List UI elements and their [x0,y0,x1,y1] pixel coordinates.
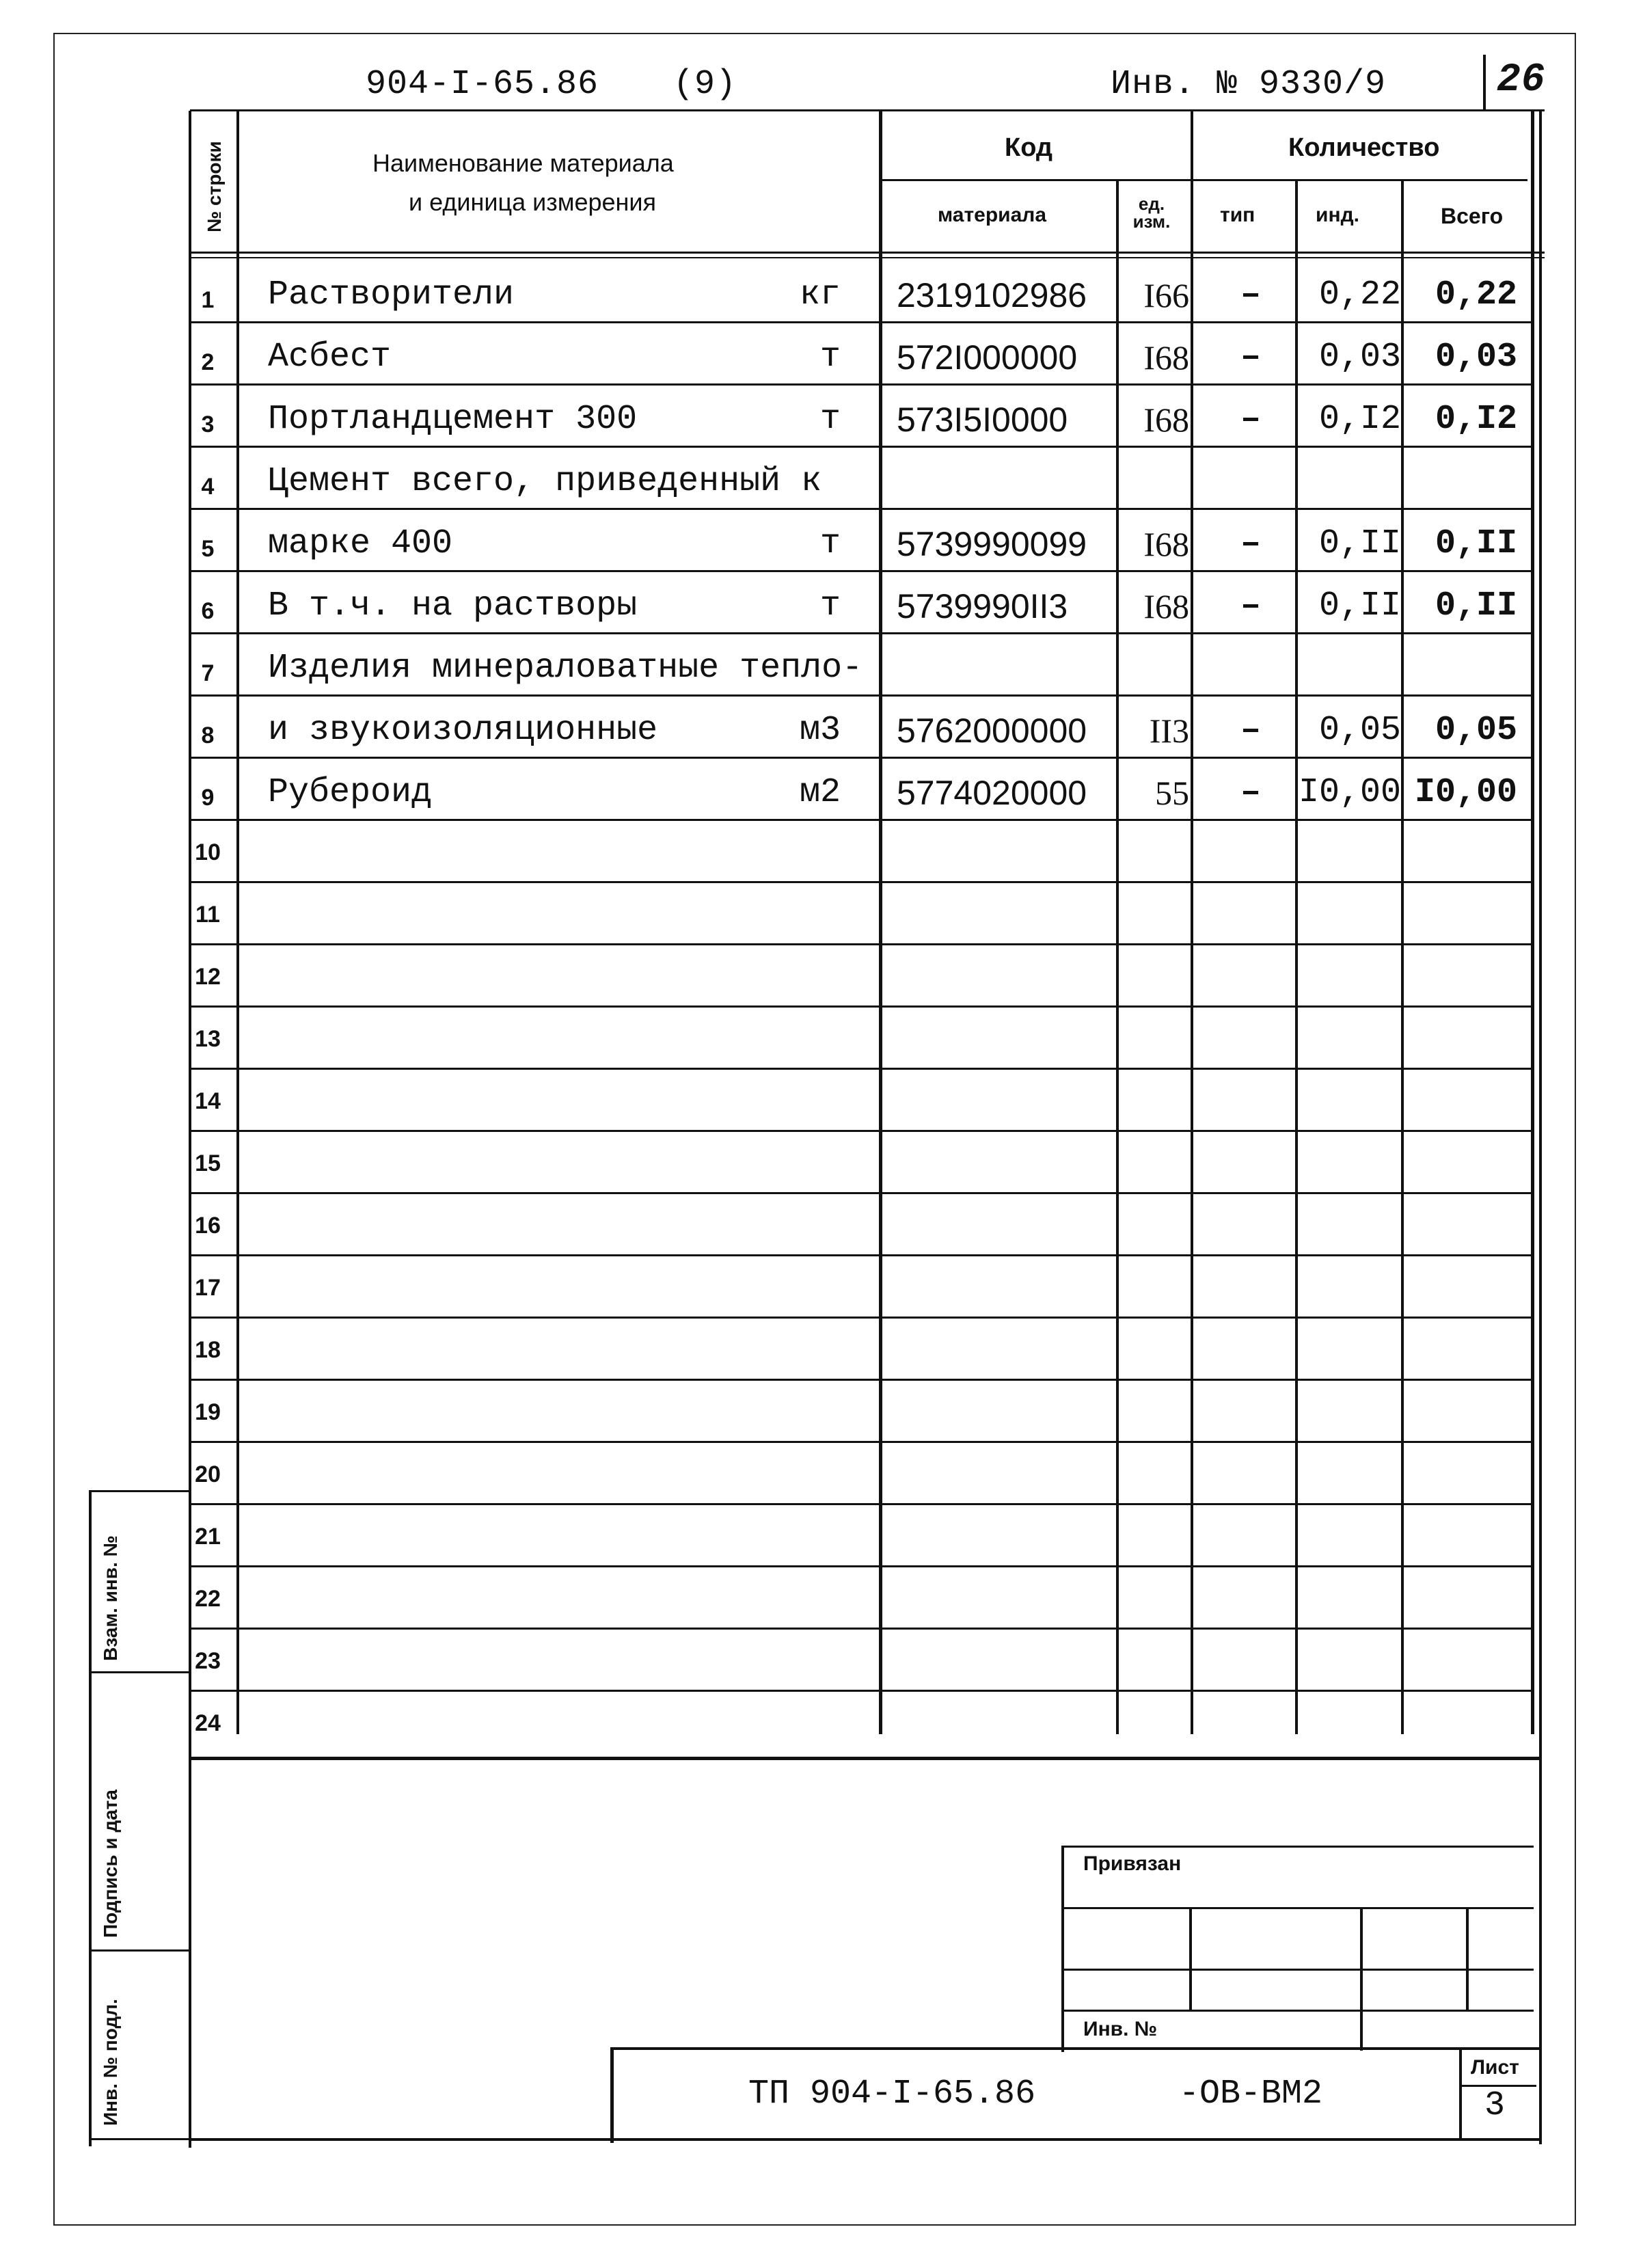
qty-ind: I0,00 [1299,773,1402,812]
row-divider [190,446,1532,448]
row-number: 12 [195,964,221,990]
title-block-v1 [1189,1907,1192,2010]
stamp-doc-code: ТП 904-I-65.86 [748,2075,1036,2114]
title-block-top [1063,1846,1534,1848]
unit-code: I66 [1143,276,1189,314]
qty-total: 0,05 [1435,711,1517,750]
stamp-left [610,2047,614,2143]
row-divider [190,943,1532,945]
unit-code: I68 [1143,525,1189,563]
grid-v-unitcode [1116,179,1119,1734]
qty-type: – [1240,275,1261,314]
qty-type: – [1240,773,1261,812]
row-number: 21 [195,1524,221,1550]
qty-ind-header: инд. [1316,204,1359,226]
unit-code: II3 [1149,712,1189,750]
row-divider [190,321,1532,323]
stamp-top [612,2047,1539,2050]
title-block-line3 [1063,2010,1534,2012]
row-divider [190,1068,1532,1070]
material-code: 572I000000 [897,338,1078,377]
row-divider [190,1379,1532,1381]
qty-type-header: тип [1220,204,1255,226]
row-divider [190,1317,1532,1319]
row-number: 14 [195,1088,221,1114]
side-stamp-vzam: Взам. инв. № [100,1535,121,1661]
row-divider [190,1628,1532,1630]
list-number: 3 [1484,2086,1506,2125]
grid-v-rownum [236,111,239,1734]
material-name: Рубероид [268,773,433,812]
title-block-v3 [1466,1907,1469,2010]
qty-ind: 0,05 [1318,711,1401,750]
qty-ind: 0,03 [1318,338,1401,377]
qty-type: – [1240,400,1261,439]
material-unit: т [819,586,841,625]
qty-total: 0,03 [1435,338,1517,377]
qty-type: – [1240,338,1261,377]
code-unit-header: ед. изм. [1132,193,1171,232]
row-number: 10 [195,839,221,865]
row-number: 2 [201,349,215,375]
row-number: 9 [201,785,215,811]
title-block-left [1061,1846,1064,2052]
title-block-line2 [1063,1969,1534,1971]
row-divider [190,508,1532,510]
material-code: 573I5I0000 [897,401,1068,439]
material-unit: т [819,400,841,439]
sheet-handwritten: 26 [1497,58,1546,103]
side-stamp-top [89,1490,190,1492]
material-name: Изделия минераловатные тепло- [268,649,863,688]
header-bottom-line [190,252,1545,254]
row-divider [190,694,1532,697]
row-number: 13 [195,1026,221,1052]
inventory-label: Инв. № 9330/9 [1111,65,1387,104]
material-name: марке 400 [268,524,453,563]
row-divider [190,570,1532,572]
qty-total: I0,00 [1414,773,1517,812]
row-divider [190,1254,1532,1256]
row-number: 19 [195,1399,221,1425]
row-number: 18 [195,1337,221,1363]
row-number: 24 [195,1710,221,1736]
row-number: 6 [201,598,215,624]
qty-total: 0,22 [1435,275,1517,314]
row-number: 3 [201,411,215,437]
material-code: 5739990II3 [897,587,1068,625]
row-divider [190,1005,1532,1008]
qty-total-header: Всего [1441,204,1504,228]
side-stamp-bottom [89,2138,190,2140]
stamp-bottom [190,2138,1540,2141]
qty-total: 0,II [1435,586,1517,625]
row-number: 17 [195,1275,221,1301]
row-divider [190,383,1532,386]
material-unit: м2 [799,773,841,812]
material-unit: м3 [799,711,841,750]
row-number: 23 [195,1648,221,1674]
row-divider [190,1441,1532,1443]
side-stamp-div1 [89,1671,190,1673]
qty-ind: 0,II [1318,586,1401,625]
row-divider [190,757,1532,759]
row-divider [190,1130,1532,1132]
doc-code: 904-I-65.86 [366,65,599,104]
qty-total: 0,I2 [1435,400,1517,439]
row-divider [190,1690,1532,1692]
qty-type: – [1240,524,1261,563]
code-header: Код [1005,133,1053,162]
qty-type: – [1240,586,1261,625]
row-number: 5 [201,536,215,562]
grid-v-code [879,111,882,1734]
row-number: 11 [195,902,220,928]
header-underline [190,109,1545,111]
row-number: 15 [195,1150,221,1176]
material-name: Растворители [268,275,515,314]
quantity-header: Количество [1288,133,1440,162]
material-name: Портландцемент 300 [268,400,638,439]
row-number: 20 [195,1461,221,1487]
qty-total: 0,II [1435,524,1517,563]
privyazan-label: Привязан [1083,1852,1182,1875]
side-stamp-div2 [89,1949,190,1952]
stamp-doc-suffix: -ОВ-ВМ2 [1179,2075,1323,2114]
code-material-header: материала [938,204,1047,226]
row-number: 22 [195,1586,221,1612]
grid-v-type [1191,111,1193,1734]
list-label: Лист [1471,2056,1519,2079]
name-header-line1: Наименование материала [372,149,674,177]
qty-ind: 0,22 [1318,275,1401,314]
qty-ind: 0,II [1318,524,1401,563]
name-header-line2: и единица измерения [409,188,657,216]
row-divider [190,632,1532,634]
title-block-line1 [1063,1907,1534,1909]
side-stamp-podpis: Подпись и дата [100,1790,121,1938]
table-top-line [190,257,1545,258]
qty-ind: 0,I2 [1318,400,1401,439]
material-unit: т [819,524,841,563]
inv-no-label: Инв. № [1083,2018,1158,2040]
grid-v-page-right [1539,111,1542,2144]
row-number-header: № строки [204,141,225,232]
doc-part: (9) [673,65,737,104]
row-number: 16 [195,1213,221,1239]
unit-code: I68 [1143,338,1189,377]
side-stamp-inv-podl: Инв. № подл. [100,1999,121,2126]
unit-code: 55 [1155,774,1189,812]
table-bottom-line [190,1757,1540,1760]
material-code: 5762000000 [897,712,1087,750]
title-block-v2 [1360,1907,1363,2051]
row-number: 7 [201,660,215,686]
side-stamp-left [89,1490,92,2146]
material-name: и звукоизоляционные [268,711,658,750]
row-number: 4 [201,474,215,500]
qty-type: – [1240,711,1261,750]
header-sheet-divider [1483,55,1486,111]
material-unit: т [819,338,841,377]
row-number: 1 [201,287,215,313]
grid-v-total [1401,179,1404,1734]
material-code: 5774020000 [897,774,1087,812]
material-name: Цемент всего, приведенный к [268,462,822,501]
grid-v-right [1531,111,1534,1734]
material-code: 5739990099 [897,525,1087,563]
row-divider [190,819,1532,821]
stamp-list-divider [1459,2047,1462,2139]
unit-code: I68 [1143,587,1189,625]
row-divider [190,1565,1532,1567]
row-divider [190,1503,1532,1505]
material-name: В т.ч. на растворы [268,586,638,625]
material-name: Асбест [268,338,392,377]
row-divider [190,1192,1532,1194]
row-number: 8 [201,723,215,748]
row-divider [190,881,1532,883]
material-code: 2319102986 [897,276,1087,314]
header-mid-line [882,179,1527,181]
material-unit: кг [799,275,841,314]
unit-code: I68 [1143,401,1189,439]
